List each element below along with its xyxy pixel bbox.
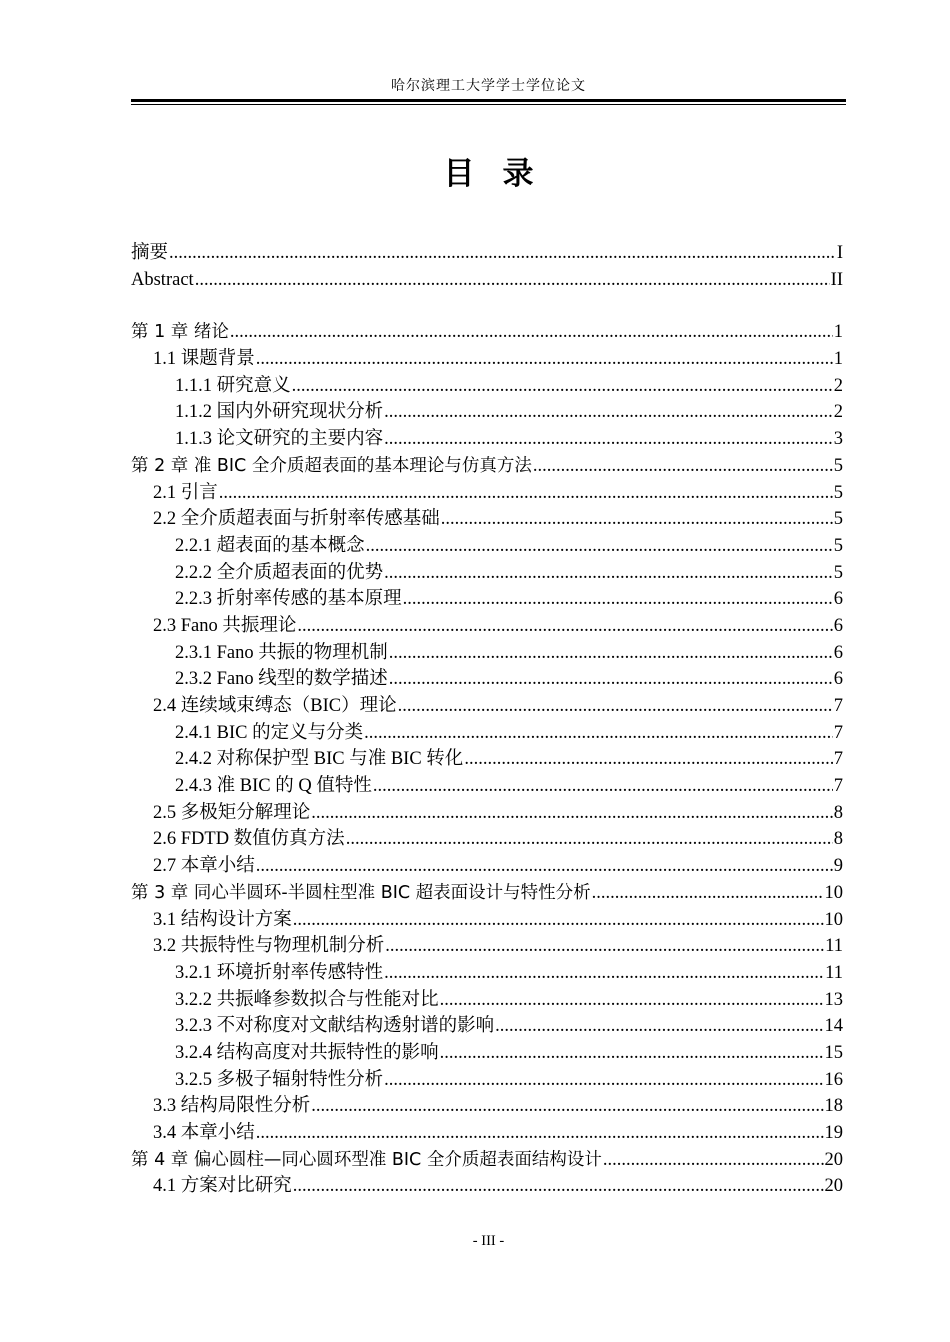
dot-leader — [440, 987, 824, 1014]
toc-section-entry[interactable] — [131, 693, 843, 720]
toc-entry-title: 2.4.3 准 BIC 的 Q 值特性 — [175, 776, 372, 797]
toc-entry-title: 4.1 方案对比研究 — [153, 1176, 292, 1197]
toc-entry-title: 3.2.1 环境折射率传感特性 — [175, 962, 384, 983]
dot-leader — [403, 586, 833, 613]
toc-entry-page: 15 — [824, 1042, 843, 1063]
dot-leader — [219, 480, 833, 507]
dot-leader — [195, 267, 830, 294]
dot-leader — [292, 373, 833, 400]
toc-entry-title: 2.4 连续域束缚态（BIC）理论 — [153, 696, 397, 716]
toc-entry-title: 2.3.2 Fano 线型的数学描述 — [175, 669, 388, 690]
dot-leader — [256, 1120, 824, 1147]
toc-entry-title: 2.2.1 超表面的基本概念 — [175, 535, 365, 556]
toc-entry-title: 1.1.1 研究意义 — [175, 375, 291, 396]
dot-leader — [230, 319, 833, 346]
dot-leader — [297, 613, 832, 640]
dot-leader — [389, 666, 833, 693]
toc-entry-page: 7 — [833, 749, 843, 770]
toc-chapter-entry[interactable] — [131, 453, 843, 480]
toc-subsection-entry[interactable] — [131, 640, 843, 667]
toc-entry-abstract-en[interactable] — [131, 267, 843, 294]
toc-entry-page: 13 — [824, 989, 843, 1010]
toc-entry-title: 3.2 共振特性与物理机制分析 — [153, 936, 385, 957]
dot-leader — [364, 720, 833, 747]
toc-entry-title: 3.4 本章小结 — [153, 1123, 255, 1143]
dot-leader — [533, 453, 833, 480]
toc-entry-page: 16 — [824, 1069, 843, 1090]
toc-entry-title: 第 4 章 偏心圆柱—同心圆环型准 BIC 全介质超表面结构设计 — [131, 1149, 602, 1170]
toc-heading: 目录 — [443, 156, 562, 192]
toc-section-entry[interactable] — [131, 933, 843, 960]
toc-entry-page: 1 — [833, 349, 843, 370]
toc-entry-title: 1.1.2 国内外研究现状分析 — [175, 402, 384, 423]
toc-entry-page: 6 — [833, 642, 843, 663]
toc-subsection-entry[interactable] — [131, 1013, 843, 1040]
dot-leader — [346, 826, 833, 853]
toc-entry-title: 2.6 FDTD 数值仿真方法 — [153, 829, 345, 850]
toc-entry-page: 11 — [825, 936, 843, 957]
toc-subsection-entry[interactable] — [131, 560, 843, 587]
toc-subsection-entry[interactable] — [131, 960, 843, 987]
toc-entry-page: 6 — [833, 589, 843, 610]
toc-entry-page: 2 — [833, 375, 843, 396]
toc-entry-title: 2.7 本章小结 — [153, 856, 255, 877]
toc-entry-page: 5 — [833, 509, 843, 530]
toc-subsection-entry[interactable] — [131, 666, 843, 693]
dot-leader — [311, 1093, 823, 1120]
toc-entry-title: 2.4.2 对称保护型 BIC 与准 BIC 转化 — [175, 749, 464, 770]
toc-entry-title: 2.3 Fano 共振理论 — [153, 615, 297, 636]
dot-leader — [366, 533, 833, 560]
toc-section-entry[interactable] — [131, 907, 843, 934]
toc-chapter-entry[interactable] — [131, 1147, 843, 1174]
toc-subsection-entry[interactable] — [131, 586, 843, 613]
toc-entry-title: 摘要 — [131, 243, 169, 263]
toc-entry-title: 3.2.2 共振峰参数拟合与性能对比 — [175, 989, 439, 1010]
dot-leader — [464, 746, 832, 773]
toc-entry-page: 6 — [833, 615, 843, 636]
toc-entry-page: 3 — [833, 429, 843, 450]
toc-subsection-entry[interactable] — [131, 720, 843, 747]
toc-entry-page: 8 — [833, 829, 843, 850]
dot-leader — [603, 1147, 824, 1174]
dot-leader — [384, 560, 833, 587]
toc-entry-page: 5 — [833, 562, 843, 583]
toc-entry-page: 5 — [833, 455, 843, 476]
dot-leader — [373, 773, 833, 800]
toc-entry-title: 2.1 引言 — [153, 482, 218, 503]
toc-entry-page: I — [836, 243, 843, 263]
dot-leader — [398, 693, 833, 720]
toc-entry-page: 19 — [824, 1123, 843, 1143]
toc-entry-title: 第 1 章 绪论 — [131, 322, 229, 343]
toc-chapter-entry[interactable] — [131, 319, 843, 346]
toc-body — [131, 319, 843, 1200]
toc-entry-title: 2.2.2 全介质超表面的优势 — [175, 562, 384, 583]
dot-leader — [256, 853, 833, 880]
toc-section-entry[interactable] — [131, 800, 843, 827]
toc-section-entry[interactable] — [131, 1173, 843, 1200]
toc-subsection-entry[interactable] — [131, 987, 843, 1014]
toc-subsection-entry[interactable] — [131, 773, 843, 800]
toc-entry-page: 9 — [833, 856, 843, 877]
toc-entry-page: 1 — [833, 322, 843, 343]
dot-leader — [441, 506, 833, 533]
dot-leader — [293, 1173, 824, 1200]
running-header: 哈尔滨理工大学学士学位论文 — [391, 79, 586, 94]
toc-chapter-entry[interactable] — [131, 880, 843, 907]
toc-section-entry[interactable] — [131, 346, 843, 373]
toc-entry-page: 20 — [824, 1149, 843, 1170]
toc-entry-page: 20 — [824, 1176, 843, 1197]
dot-leader — [495, 1013, 823, 1040]
toc-entry-page: 18 — [824, 1096, 843, 1117]
toc-entry-title: Abstract — [131, 269, 194, 290]
toc-entry-page: 7 — [833, 696, 843, 716]
toc-subsection-entry[interactable] — [131, 1067, 843, 1094]
dot-leader — [385, 933, 824, 960]
toc-entry-title: 2.5 多极矩分解理论 — [153, 802, 311, 823]
toc-subsection-entry[interactable] — [131, 426, 843, 453]
toc-entry-page: II — [830, 269, 843, 290]
toc-entry-page: 8 — [833, 802, 843, 823]
toc-entry-page: 11 — [825, 962, 843, 983]
dot-leader — [256, 346, 833, 373]
dot-leader — [389, 640, 833, 667]
toc-entry-page: 6 — [833, 669, 843, 690]
dot-leader — [440, 1040, 824, 1067]
toc-entry-title: 3.2.5 多极子辐射特性分析 — [175, 1069, 384, 1090]
toc-entry-page: 7 — [833, 722, 843, 743]
dot-leader — [384, 426, 833, 453]
dot-leader — [384, 1067, 823, 1094]
toc-entry-title: 3.3 结构局限性分析 — [153, 1096, 311, 1117]
toc-section-entry[interactable] — [131, 480, 843, 507]
toc-entry-title: 第 3 章 同心半圆环-半圆柱型准 BIC 超表面设计与特性分析 — [131, 882, 591, 903]
table-of-contents — [131, 240, 843, 1200]
toc-entry-title: 2.4.1 BIC 的定义与分类 — [175, 722, 364, 743]
toc-entry-title: 2.2 全介质超表面与折射率传感基础 — [153, 509, 440, 530]
toc-entry-page: 5 — [833, 535, 843, 556]
toc-front-matter — [131, 240, 843, 293]
dot-leader — [293, 907, 824, 934]
toc-entry-title: 2.3.1 Fano 共振的物理机制 — [175, 642, 388, 663]
dot-leader — [384, 960, 824, 987]
toc-entry-title: 2.2.3 折射率传感的基本原理 — [175, 589, 402, 610]
toc-section-entry[interactable] — [131, 506, 843, 533]
toc-entry-page: 14 — [824, 1016, 843, 1037]
toc-entry-page: 5 — [833, 482, 843, 503]
header-rule-thick — [131, 99, 846, 102]
toc-entry-page: 7 — [833, 776, 843, 797]
dot-leader — [169, 240, 836, 267]
toc-entry-page: 10 — [824, 882, 843, 903]
toc-subsection-entry[interactable] — [131, 399, 843, 426]
dot-leader — [592, 880, 824, 907]
toc-entry-page: 10 — [824, 909, 843, 930]
spacer — [131, 293, 843, 319]
toc-entry-abstract-cn[interactable] — [131, 240, 843, 267]
toc-section-entry[interactable] — [131, 1120, 843, 1147]
toc-subsection-entry[interactable] — [131, 373, 843, 400]
toc-entry-title: 1.1 课题背景 — [153, 349, 255, 370]
toc-subsection-entry[interactable] — [131, 746, 843, 773]
header-rule-thin — [131, 104, 846, 105]
toc-section-entry[interactable] — [131, 826, 843, 853]
toc-subsection-entry[interactable] — [131, 533, 843, 560]
toc-entry-title: 3.1 结构设计方案 — [153, 909, 292, 930]
toc-section-entry[interactable] — [131, 1093, 843, 1120]
dot-leader — [311, 800, 832, 827]
toc-entry-title: 第 2 章 准 BIC 全介质超表面的基本理论与仿真方法 — [131, 455, 532, 476]
toc-section-entry[interactable] — [131, 613, 843, 640]
toc-entry-title: 1.1.3 论文研究的主要内容 — [175, 429, 384, 450]
toc-section-entry[interactable] — [131, 853, 843, 880]
page-number: - III - — [472, 1233, 505, 1249]
dot-leader — [384, 399, 833, 426]
toc-entry-title: 3.2.3 不对称度对文献结构透射谱的影响 — [175, 1016, 495, 1037]
toc-entry-title: 3.2.4 结构高度对共振特性的影响 — [175, 1042, 439, 1063]
toc-subsection-entry[interactable] — [131, 1040, 843, 1067]
toc-entry-page: 2 — [833, 402, 843, 423]
